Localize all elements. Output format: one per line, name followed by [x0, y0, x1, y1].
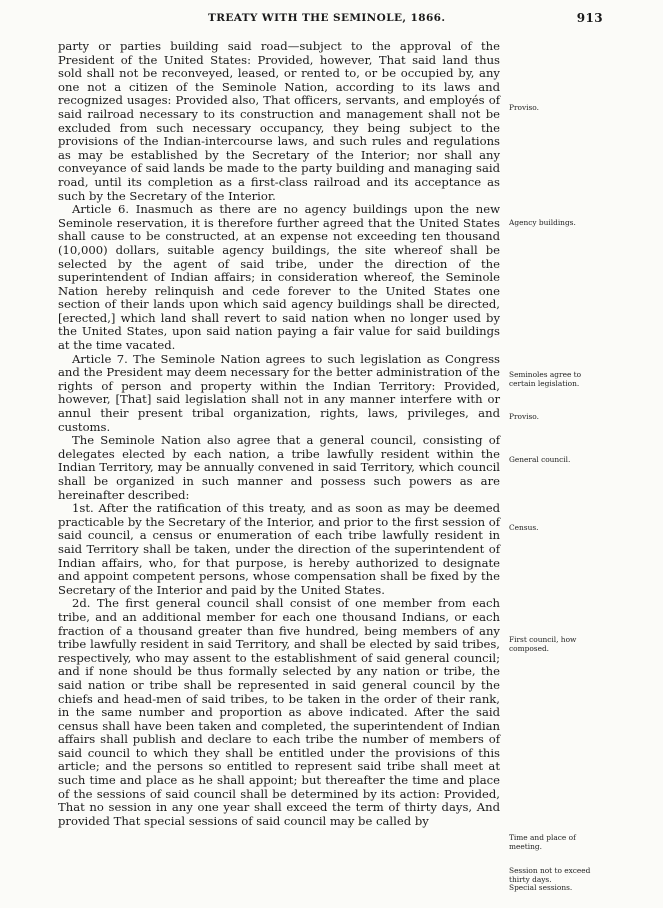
treaty-text — [58, 40, 500, 828]
margin-note-special-sessions: Special sessions. — [509, 883, 573, 892]
paragraph-census: 1st. After the ratification of this treaty, and as soon as may be deemed practicable by the Secretary of the Interior, and prior to the first session of said council, a census or enumeration of each tribe lawfully resident in said Territory shall be taken, under the direction of the superintendent of Indian affairs, who, for that purpose, is hereby authorized to designate and appoint competent persons, whose compensation shall be fixed by the Secretary of the Interior and paid by the United States. — [58, 501, 501, 597]
paragraph-first-council: 2d. The first general council shall consist of one member from each tribe, and an additional member for each one thousand Indians, or each fraction of a thousand greater than five hundred, being members of any tribe lawfully resident in said Territory, and shall be elected by said tribes, respectively, who may assent to the establishment of said general council; and if none should be thus formally selected by any nation or tribe, the said nation or tribe shall be represented in said general council by the chiefs and head-men of said tribes, to be taken in the order of their rank, in the same number and proportion as above indicated. After the said census shall have been taken and completed, the superintendent of Indian affairs shall publish and declare to each tribe the number of members of said council to which they shall be entitled under the provisions of this article; and the persons so entitled to represent said tribe shall meet at such time and place as he shall appoint; but thereafter the time and place of the sessions of said council shall be determined by its action: Provided, That no session in any one year shall exceed the term of thirty days, And provided That special sessions of said council may be called by — [58, 596, 500, 828]
margin-note-first-council: First council, how composed. — [509, 635, 577, 653]
paragraph-railroad-lands: party or parties building said road—subject to the approval of the President of the United States: Provided, however, That said land thus sold shall not be reconveyed, leased, or rented to, or be occupied by, any one not a citizen of the Seminole Nation, according to its laws and recognized usages: Provided also, That officers, servants, and employés of said railroad necessary to its construction and management shall not be excluded from such necessary occupancy, they being subject to the provisions of the Indian-intercourse laws, and such rules and regulations as may be established by the Secretary of the Interior; nor shall any conveyance of said lands be made to the party building and managing said road, until its completion as a first-class railroad and its acceptance as such by the Secretary of the Interior. — [58, 39, 500, 203]
running-head-title: TREATY WITH THE SEMINOLE, 1866. — [208, 12, 446, 24]
paragraph-article-7: Article 7. The Seminole Nation agrees to such legislation as Congress and the President may deem necessary for the better administration of the rights of person and property within the Indian Territory: Provided, however, [That] said legislation shall not in any manner interfere with or annul their present tribal organization, rights, laws, privileges, and customs. — [58, 351, 500, 434]
paragraph-article-6: Article 6. Inasmuch as there are no agency buildings upon the new Seminole reservation, it is therefore further agreed that the United States shall cause to be constructed, at an expense not exceeding ten thousand (10,000) dollars, suitable agency buildings, the site whereof shall be selected by the agent of said tribe, under the direction of the superintendent of Indian affairs; in consideration whereof, the Seminole Nation hereby relinquish and cede forever to the United States one section of their lands upon which said agency buildings shall be directed, [erected,] which land shall revert to said nation when no longer used by the United States, upon said nation paying a fair value for said buildings at the time vacated. — [58, 202, 500, 353]
paragraph-general-council: The Seminole Nation also agree that a general council, consisting of delegates elected by each nation, a tribe lawfully resident within the Indian Territory, may be annually convened in said Territory, which council shall be organized in such manner and possess such powers as are hereinafter described: — [58, 433, 500, 502]
margin-note-time-place: Time and place of meeting. — [509, 833, 576, 851]
page-number: 913 — [576, 11, 603, 25]
margin-note-general-council: General council. — [509, 455, 571, 464]
margin-note-census: Census. — [509, 523, 539, 532]
margin-note-agency-buildings: Agency buildings. — [509, 218, 576, 227]
margin-note-seminoles-legislation: Seminoles agree to certain legislation. — [509, 370, 582, 388]
margin-note-proviso-2: Proviso. — [509, 412, 539, 421]
margin-note-proviso: Proviso. — [509, 103, 539, 112]
margin-note-session-limit: Session not to exceed thirty days. — [509, 866, 591, 884]
